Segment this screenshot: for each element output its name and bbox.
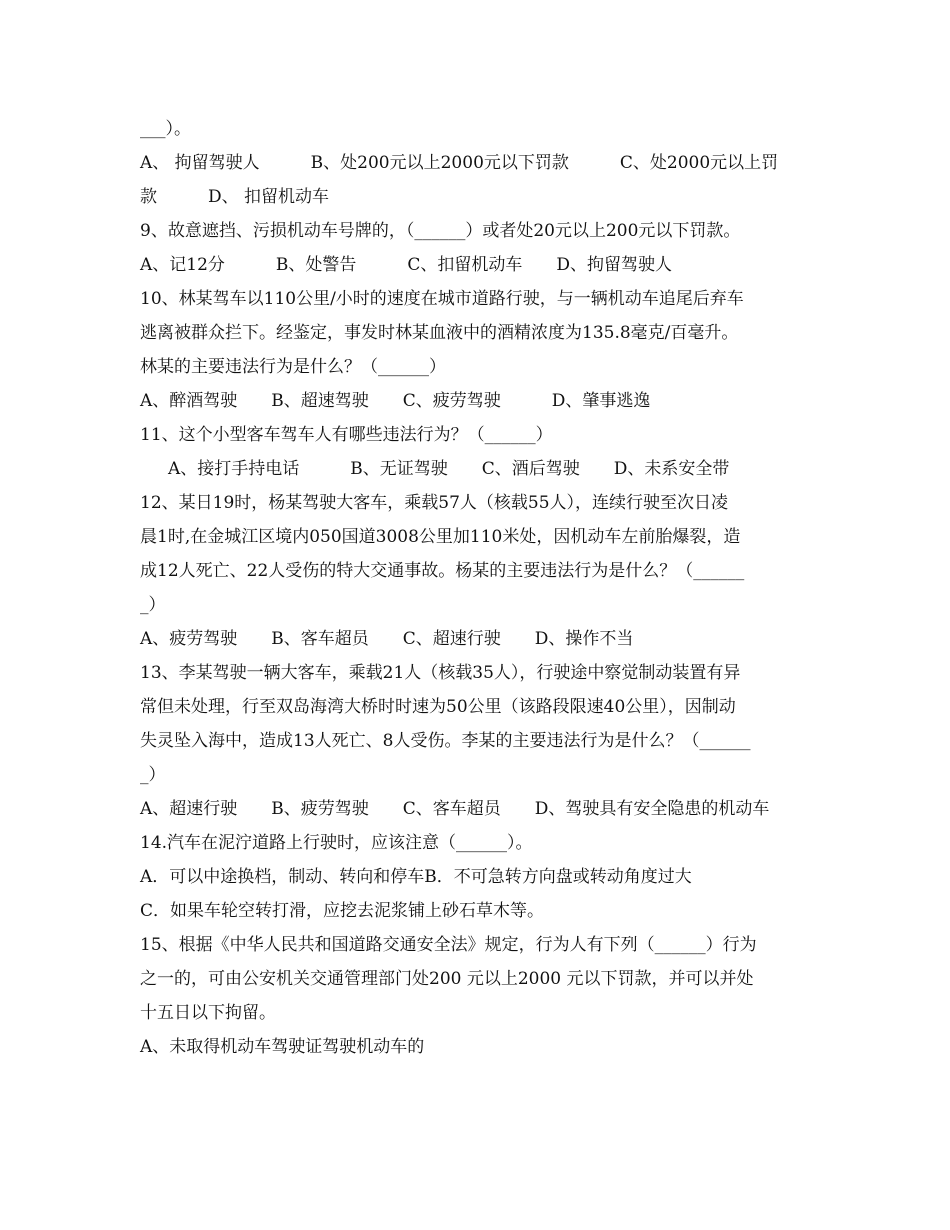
text-line: ___）。: [140, 119, 191, 139]
text-line: 10、林某驾车以110公里/小时的速度在城市道路行驶，与一辆机动车追尾后弃车: [140, 289, 744, 309]
text-line: 款 D、 扣留机动车: [140, 187, 330, 207]
text-line: A、疲劳驾驶 B、客车超员 C、超速行驶 D、操作不当: [140, 629, 634, 649]
text-line: 14.汽车在泥泞道路上行驶时，应该注意（______）。: [140, 833, 533, 853]
text-line: A、记12分 B、处警告 C、扣留机动车 D、拘留驾驶人: [140, 255, 673, 275]
text-line: 12、某日19时，杨某驾驶大客车，乘载57人（核载55人），连续行驶至次日凌: [140, 493, 729, 513]
text-line: A、未取得机动车驾驶证驾驶机动车的: [140, 1037, 425, 1057]
text-line: A．可以中途换档，制动、转向和停车B．不可急转方向盘或转动角度过大: [140, 867, 692, 887]
text-line: 15、根据《中华人民共和国道路交通安全法》规定，行为人有下列（______）行为: [140, 935, 757, 955]
text-line: 常但未处理，行至双岛海湾大桥时时速为50公里（该路段限速40公里），因制动: [140, 697, 736, 717]
text-line: A、超速行驶 B、疲劳驾驶 C、客车超员 D、驾驶具有安全隐患的机动车: [140, 799, 770, 819]
text-line: 林某的主要违法行为是什么？（______）: [140, 357, 446, 377]
text-line: A、醉酒驾驶 B、超速驾驶 C、疲劳驾驶 D、肇事逃逸: [140, 391, 651, 411]
text-line: 成12人死亡、22人受伤的特大交通事故。杨某的主要违法行为是什么？（______: [140, 561, 745, 581]
text-line: A、接打手持电话 B、无证驾驶 C、酒后驾驶 D、未系安全带: [168, 459, 730, 479]
text-line: 逃离被群众拦下。经鉴定，事发时林某血液中的酒精浓度为135.8毫克/百毫升。: [140, 323, 739, 343]
text-line: C．如果车轮空转打滑，应挖去泥浆铺上砂石草木等。: [140, 901, 545, 921]
text-line: 9、故意遮挡、污损机动车号牌的，（______）或者处20元以上200元以下罚款。: [140, 221, 741, 241]
text-line: _）: [140, 595, 166, 615]
text-line: 11、这个小型客车驾车人有哪些违法行为？（______）: [140, 425, 553, 445]
text-line: 失灵坠入海中，造成13人死亡、8人受伤。李某的主要违法行为是什么？（______: [140, 731, 751, 751]
text-line: 十五日以下拘留。: [140, 1003, 276, 1023]
text-line: _）: [140, 765, 166, 785]
document-page: [140, 112, 812, 1064]
text-line: A、 拘留驾驶人 B、处200元以上2000元以下罚款 C、处2000元以上罚: [140, 153, 779, 173]
text-line: 13、李某驾驶一辆大客车，乘载21人（核载35人），行驶途中察觉制动装置有异: [140, 663, 741, 683]
text-line: 之一的，可由公安机关交通管理部门处200 元以上2000 元以下罚款，并可以并处: [140, 969, 754, 989]
text-line: 晨1时,在金城江区境内050国道3008公里加110米处，因机动车左前胎爆裂，造: [140, 527, 741, 547]
